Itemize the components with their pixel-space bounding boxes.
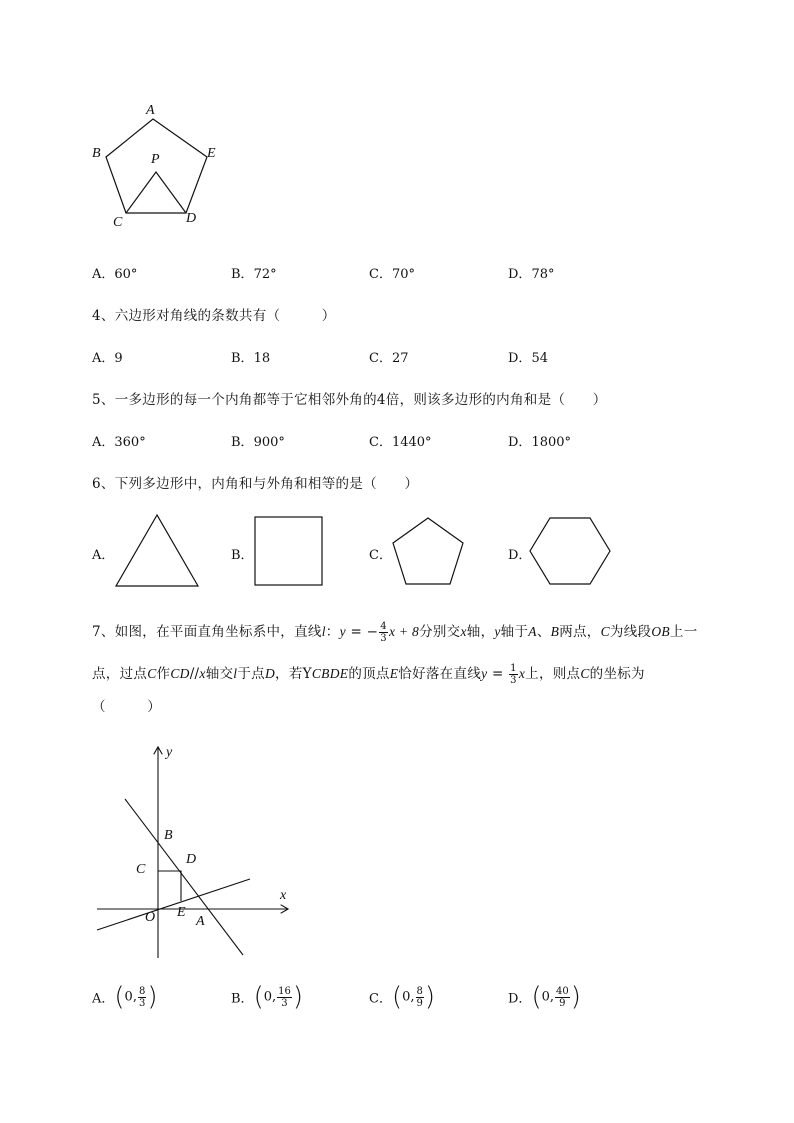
label-p: P — [151, 152, 160, 167]
option-text: 18 — [253, 351, 271, 366]
q7-point-b: B — [550, 624, 560, 639]
option-letter: B． — [231, 991, 254, 1007]
option-letter: B． — [231, 267, 254, 282]
option-text: 1440° — [391, 435, 432, 450]
fraction-numerator: 16 — [278, 985, 291, 997]
option-text: 1800° — [531, 435, 572, 450]
q7-segment-ob: OB — [651, 624, 670, 639]
option-letter: A． — [92, 991, 115, 1007]
fraction-numerator: 1 — [510, 663, 517, 674]
fraction-denominator: 9 — [559, 997, 566, 1009]
q7-expr: x + 8 — [388, 624, 420, 639]
q7-option-d[interactable] — [508, 984, 581, 1010]
parallelogram-cbde — [158, 871, 181, 901]
q7-parallel-symbol: // — [189, 666, 200, 682]
q7-text: 上，则点 — [525, 666, 581, 682]
q7-text: 于点 — [237, 666, 265, 682]
q7-text: ： — [325, 624, 340, 640]
fraction-numerator: 40 — [556, 985, 569, 997]
q6-option-a-letter[interactable]: A． — [92, 548, 115, 563]
graph-label-c: C — [136, 862, 146, 877]
graph-label-b: B — [164, 828, 173, 843]
q7-var-x: x — [199, 666, 206, 681]
q7-answer-paren: （ ） — [92, 699, 161, 715]
option-coordinate: (0, $\frac{40}{9}$ ) — [531, 982, 581, 1012]
graph-label-a: A — [196, 914, 205, 929]
q6-option-b-letter[interactable]: B． — [231, 548, 254, 563]
q6-stem: 6、下列多边形中，内角和与外角和相等的是（ ） — [92, 476, 419, 492]
label-c: C — [113, 215, 123, 230]
option-coordinate: (0, $\frac{16}{3}$ ) — [253, 982, 304, 1012]
option-text: 78° — [531, 267, 555, 282]
label-e: E — [207, 146, 216, 161]
graph-label-o: O — [145, 910, 156, 925]
q7-point-c: C — [600, 624, 610, 639]
option-text: 72° — [253, 267, 277, 282]
option-letter: D． — [508, 267, 532, 282]
line-y-third-x — [97, 879, 250, 930]
option-text: 360° — [114, 435, 146, 450]
option-text: 60° — [114, 267, 138, 282]
fraction-numerator: 4 — [380, 621, 387, 632]
option-letter: A． — [92, 435, 115, 450]
q7-text: 轴交 — [205, 666, 234, 682]
option-letter: B． — [231, 351, 254, 366]
q6-option-c-letter[interactable]: C． — [369, 548, 392, 563]
option-letter: A． — [92, 267, 115, 282]
q7-text: 的坐标为 — [589, 666, 645, 682]
q7-var-y: y — [339, 624, 346, 639]
q7-option-a[interactable] — [92, 984, 157, 1010]
fraction-denominator: 3 — [281, 997, 288, 1009]
fraction-denominator: 3 — [510, 675, 517, 686]
q7-text: ，若 — [275, 666, 303, 682]
q7-parallelogram-name: CBDE — [311, 666, 349, 681]
q7-text: 轴， — [466, 624, 495, 640]
option-text: 54 — [531, 351, 548, 366]
fraction-denominator: 3 — [138, 997, 146, 1009]
coordinate-x: 0, — [263, 989, 277, 1005]
option-letter: D． — [508, 351, 532, 366]
q7-point-a: A — [528, 624, 537, 639]
fraction-denominator: 9 — [416, 997, 423, 1009]
q7-text: 作 — [156, 666, 171, 682]
option-letter: B． — [231, 435, 254, 450]
q7-text: 恰好落在直线 — [398, 666, 482, 682]
q7-var-l: l — [321, 624, 326, 639]
fraction-numerator: 8 — [138, 985, 146, 997]
q7-option-b[interactable] — [231, 984, 303, 1010]
option-coordinate: (0, $\frac{8}{9}$ ) — [391, 982, 436, 1012]
graph-label-e: E — [177, 905, 186, 920]
option-letter: C． — [369, 351, 392, 366]
graph-label-d: D — [186, 852, 197, 867]
q7-var-l: l — [233, 666, 238, 681]
label-d: D — [186, 211, 197, 226]
q7-text: 、 — [536, 624, 551, 640]
q7-text: = − — [345, 624, 379, 640]
q7-text: 的顶点 — [348, 666, 390, 682]
q7-text: = — [487, 666, 509, 682]
q7-text: 点，过点 — [92, 666, 148, 682]
option-text: 9 — [114, 351, 123, 366]
option-text: 900° — [253, 435, 285, 450]
label-b: B — [92, 146, 101, 161]
q7-segment-cd: CD — [170, 666, 190, 681]
q7-text: 为线段 — [609, 624, 652, 640]
fraction-numerator: 8 — [416, 985, 423, 997]
q7-var-y: y — [494, 624, 501, 639]
q7-var-x: x — [460, 624, 467, 639]
label-a: A — [146, 103, 155, 118]
option-letter: C． — [369, 267, 392, 282]
q7-parallelogram-symbol: Y — [302, 666, 312, 682]
coordinate-x: 0, — [541, 989, 554, 1005]
q7-text: 分别交 — [419, 624, 461, 640]
option-text: 70° — [391, 267, 415, 282]
graph-label-y: y — [166, 745, 173, 760]
option-letter: D． — [508, 991, 532, 1007]
q7-point-c: C — [580, 666, 590, 681]
q7-text: 轴于 — [500, 624, 529, 640]
option-text: 27 — [391, 351, 409, 366]
coordinate-x: 0, — [124, 989, 137, 1005]
q7-point-d: D — [264, 666, 276, 681]
q4-stem: 4、六边形对角线的条数共有（ ） — [92, 308, 336, 324]
q7-point-e: E — [389, 666, 399, 681]
q7-text: 上一 — [669, 624, 698, 640]
option-letter: C． — [369, 435, 392, 450]
q7-text: 两点， — [559, 624, 601, 640]
option-letter: D． — [508, 435, 532, 450]
q7-var-x: x — [518, 666, 526, 681]
option-letter: C． — [369, 991, 392, 1007]
q7-point-c: C — [147, 666, 157, 681]
q6-option-d-letter[interactable]: D． — [508, 548, 532, 563]
option-coordinate: (0, $\frac{8}{3}$ ) — [114, 982, 158, 1012]
q7-option-c[interactable] — [369, 984, 435, 1010]
option-letter: A． — [92, 351, 115, 366]
q7-text: 7、如图，在平面直角坐标系中，直线 — [92, 624, 322, 640]
graph-label-x: x — [280, 888, 287, 903]
q5-stem: 5、一多边形的每一个内角都等于它相邻外角的4倍，则该多边形的内角和是（ ） — [92, 392, 607, 408]
q7-var-y: y — [481, 666, 488, 681]
coordinate-x: 0, — [402, 989, 415, 1005]
fraction-denominator: 3 — [380, 633, 387, 644]
